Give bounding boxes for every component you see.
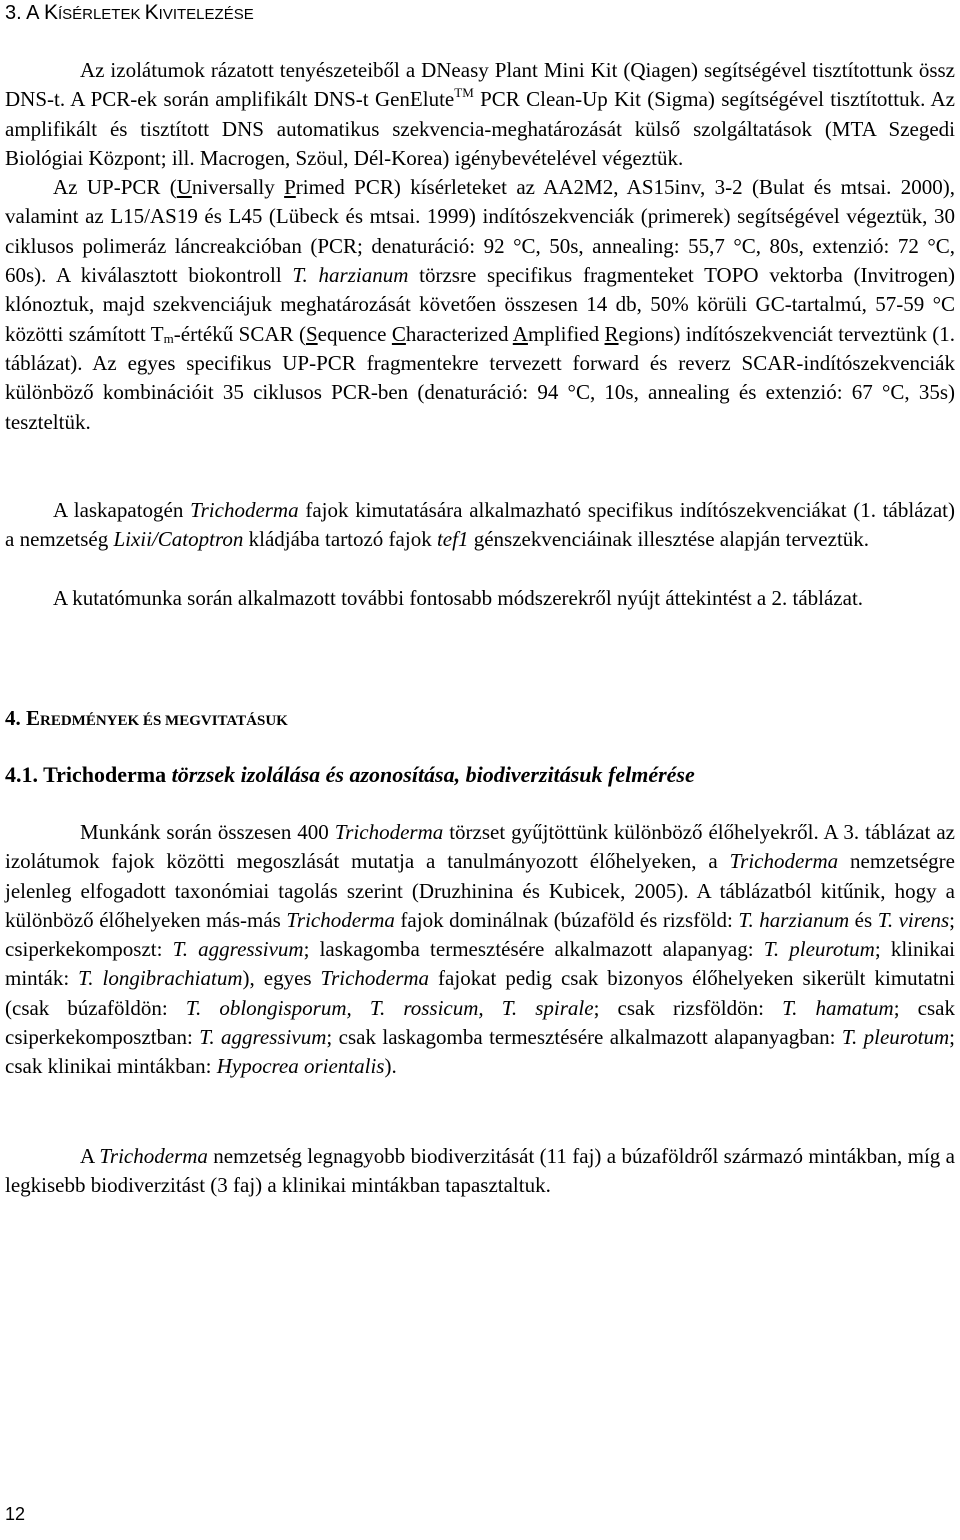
text-run: ; csak klinikai mintákban: xyxy=(5,1025,956,1079)
underlined-letter: S xyxy=(305,321,318,346)
text-run: Az izolátumok rázatott tenyészeteiből a DNeasy Plant Mini Kit (Qiagen) segítségével tisztítottunk össz DNS-t. A PCR-ek során amplifikált DNS-t GenElute xyxy=(5,58,955,112)
text-run: fajok kimutatására alkalmazható specifikus indítószekvenciákat (1. táblázat) a nemzetség xyxy=(5,498,955,552)
heading-number: 3. A xyxy=(5,2,44,24)
genus-name: Trichoderma xyxy=(286,907,395,932)
paragraph-methods-dna xyxy=(5,56,955,437)
paragraph-primer-design xyxy=(5,496,955,555)
heading-number: 4. xyxy=(5,706,26,730)
text-run: haracterized xyxy=(405,321,513,346)
text-run: ; klinikai minták: xyxy=(5,937,955,991)
text-run: mplified xyxy=(527,321,605,346)
text-run: A kutatómunka során alkalmazott további fontosabb módszerekről nyújt áttekintést a 2. táblázat. xyxy=(53,586,864,610)
heading-smallcaps: REDMÉNYEK ÉS MEGVITATÁSUK xyxy=(40,713,288,729)
text-run: PCR Clean-Up Kit (Sigma) segítségével tisztítottuk. Az amplifikált és tisztított DNS automatikus szekvencia-meghatározását külső szolgáltatások (MTA Szegedi Biológiai Központ; ill. Macrogen, Szöul, Dél-Korea) igénybevételével végeztük. xyxy=(5,87,955,170)
gene-name: tef1 xyxy=(436,527,469,552)
genus-name: Trichoderma xyxy=(334,820,444,844)
text-run: niversally xyxy=(191,175,285,200)
text-run: nemzetségre jelenleg elfogadott taxonómiai tagolás szerint (Druzhinina és Kubicek, 2005). A táblázatból kitűnik, hogy a különböző élőhelyeken más-más xyxy=(5,849,955,932)
species-name: T. pleurotum xyxy=(841,1025,950,1050)
text-run: ; csiperkekomposzt: xyxy=(5,907,955,962)
text-run: fajokat pedig csak bizonyos élőhelyeken sikerült kimutatni (csak búzaföldön: xyxy=(5,966,955,1020)
underlined-letter: U xyxy=(176,175,192,200)
paragraph-biodiversity xyxy=(5,1142,955,1201)
heading-cap: K xyxy=(43,1,58,24)
heading-cap: E xyxy=(26,706,41,730)
text-run: -értékű SCAR ( xyxy=(173,321,306,346)
text-run: A xyxy=(80,1144,100,1168)
heading-text: törzsek izolálása és azonosítása, biodiverzitásuk felmérése xyxy=(166,762,695,787)
species-name: T. pleurotum xyxy=(763,937,875,962)
genus-name: Trichoderma xyxy=(320,966,430,991)
text-run: egions) indítószekvenciát terveztünk (1. táblázat). Az egyes specifikus UP-PCR fragmentekre tervezett forward és reverz SCAR-indítószekvenciák különböző kombinációit 35 ciklusos PCR-ben (denaturáció: 94 °C, 10s, annealing és extenzió: 67 °C, 35s) teszteltük. xyxy=(5,321,955,434)
text-run: Az UP-PCR ( xyxy=(53,175,177,200)
text-run: ; csak laskagomba termesztésére alkalmazott alapanyagban: xyxy=(326,1025,842,1050)
species-name: T. aggressivum xyxy=(172,937,304,962)
text-run: ), egyes xyxy=(242,966,321,991)
species-name: T. oblongisporum, T. rossicum, T. spirale xyxy=(185,995,594,1020)
species-name: T. harzianum xyxy=(738,907,850,932)
species-name: T. aggressivum xyxy=(199,1025,327,1050)
text-run: törzsre specifikus fragmenteket TOPO vektorba (Invitrogen) klónoztuk, majd szekvenciájuk meghatározását követően összesen 14 db, 50% körüli GC-tartalmú, 57-59 °C közötti számított T xyxy=(5,263,955,346)
section-4-heading xyxy=(5,706,288,731)
text-run: és xyxy=(849,907,878,932)
species-name: T. hamatum xyxy=(782,995,894,1020)
paragraph-methods-overview xyxy=(5,584,955,613)
text-run: törzset gyűjtöttünk különböző élőhelyekről. A 3. táblázat az izolátumok fajok közötti megoszlását mutatja a tanulmányozott élőhelyeken, a xyxy=(5,820,955,874)
species-name: T. virens xyxy=(877,907,950,932)
heading-genus: Trichoderma xyxy=(43,762,167,787)
genus-name: Trichoderma xyxy=(729,849,839,874)
trademark-superscript: TM xyxy=(454,85,474,101)
text-run: génszekvenciáinak illesztése alapján terveztük. xyxy=(468,527,870,552)
page-number: 12 xyxy=(5,1504,26,1524)
text-run: ; csak csiperkekomposztban: xyxy=(5,995,955,1050)
text-run: rimed PCR) kísérleteket az AA2M2, AS15inv, 3-2 (Bulat és mtsai. 2000), valamint az L15/AS19 és L45 (Lübeck és mtsai. 1999) indítószekvenciák (primerek) segítségével végeztük, 30 ciklusos polimeráz láncreakcióban (PCR; denaturáció: 92 °C, 50s, annealing: 55,7 °C, 80s, extenzió: 72 °C, 60s). A kiválasztott biokontroll xyxy=(5,175,956,288)
underlined-letter: P xyxy=(284,175,296,200)
genus-name: Trichoderma xyxy=(99,1144,208,1168)
heading-smallcaps: ÍSÉRLETEK xyxy=(57,6,145,23)
text-run: equence xyxy=(317,321,392,346)
section-3-heading xyxy=(5,1,254,25)
subscript: m xyxy=(163,330,174,346)
text-run: A laskapatogén xyxy=(53,498,191,522)
species-name: T. longibrachiatum xyxy=(78,966,243,991)
underlined-letter: C xyxy=(391,321,406,346)
underlined-letter: R xyxy=(604,321,619,346)
heading-number: 4.1. xyxy=(5,762,44,787)
clade-name: Lixii/Catoptron xyxy=(113,527,244,552)
text-run: nemzetség legnagyobb biodiverzitását (11 faj) a búzaföldről származó mintákban, míg a legkisebb biodiverzitást (3 faj) a klinikai mintákban tapasztaltuk. xyxy=(5,1144,955,1198)
heading-cap: K xyxy=(144,1,159,24)
paragraph-isolation-results xyxy=(5,818,955,1082)
species-name: T. harzianum xyxy=(292,263,409,288)
text-run: Munkánk során összesen 400 xyxy=(80,820,335,844)
text-run: ; csak rizsföldön: xyxy=(593,995,783,1020)
heading-smallcaps: IVITELEZÉSE xyxy=(158,6,254,23)
genus-name: Trichoderma xyxy=(190,498,299,522)
text-run: ; laskagomba termesztésére alkalmazott alapanyag: xyxy=(303,937,764,962)
underlined-letter: A xyxy=(512,321,528,346)
species-name: Hypocrea orientalis xyxy=(216,1054,385,1079)
text-run: kládjába tartozó fajok xyxy=(243,527,437,552)
section-4-1-heading xyxy=(5,762,695,788)
text-run: fajok dominálnak (búzaföld és rizsföld: xyxy=(394,907,739,932)
text-run: ). xyxy=(384,1054,397,1079)
